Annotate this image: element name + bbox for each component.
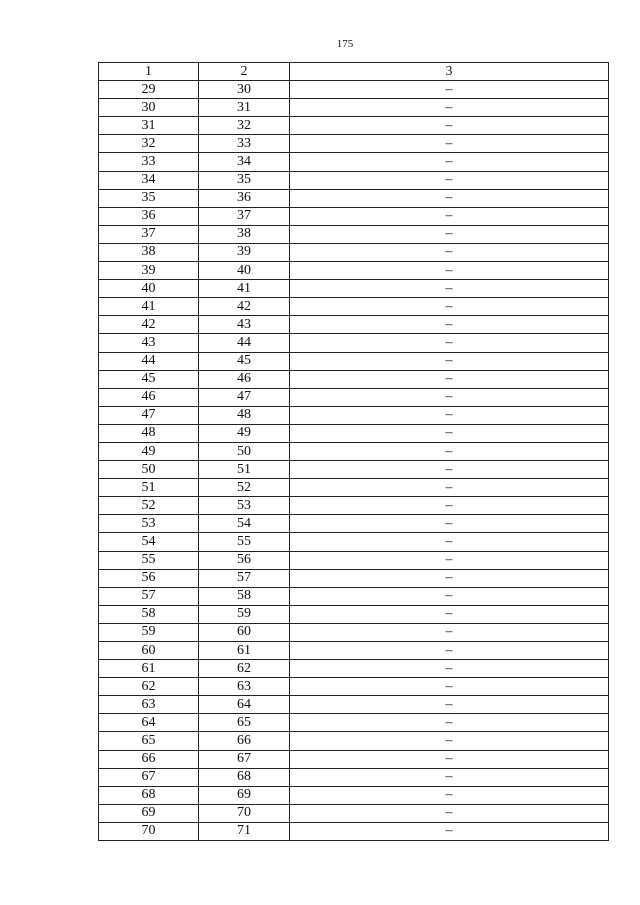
table-cell: 55 bbox=[199, 533, 290, 551]
table-row bbox=[99, 298, 609, 316]
table-cell: 62 bbox=[199, 660, 290, 678]
table-cell: 66 bbox=[99, 750, 199, 768]
table-cell: 37 bbox=[99, 225, 199, 243]
table-header-row bbox=[99, 63, 609, 81]
table-cell: 40 bbox=[99, 280, 199, 298]
table-cell: 35 bbox=[99, 189, 199, 207]
table-cell: – bbox=[290, 81, 609, 99]
table-row bbox=[99, 225, 609, 243]
table-cell: 47 bbox=[199, 388, 290, 406]
table-cell: – bbox=[290, 642, 609, 660]
table-cell: – bbox=[290, 569, 609, 587]
table-cell: – bbox=[290, 786, 609, 804]
table-row bbox=[99, 316, 609, 334]
table-cell: 55 bbox=[99, 551, 199, 569]
table-row bbox=[99, 153, 609, 171]
table-cell: – bbox=[290, 99, 609, 117]
table-row bbox=[99, 605, 609, 623]
table-row bbox=[99, 696, 609, 714]
table-cell: – bbox=[290, 696, 609, 714]
table-cell: 48 bbox=[99, 424, 199, 442]
table-cell: 52 bbox=[199, 479, 290, 497]
table-row bbox=[99, 461, 609, 479]
table-cell: – bbox=[290, 623, 609, 641]
table-cell: 36 bbox=[99, 207, 199, 225]
table-row bbox=[99, 678, 609, 696]
column-header: 2 bbox=[199, 63, 290, 81]
table-cell: 53 bbox=[99, 515, 199, 533]
table-cell: – bbox=[290, 497, 609, 515]
table-cell: 33 bbox=[99, 153, 199, 171]
table-cell: 36 bbox=[199, 189, 290, 207]
table-cell: 61 bbox=[99, 660, 199, 678]
table-cell: – bbox=[290, 714, 609, 732]
table-row bbox=[99, 642, 609, 660]
table-cell: 30 bbox=[99, 99, 199, 117]
table-cell: 60 bbox=[199, 623, 290, 641]
table-row bbox=[99, 750, 609, 768]
table-cell: 32 bbox=[99, 135, 199, 153]
table-cell: – bbox=[290, 515, 609, 533]
table-cell: – bbox=[290, 551, 609, 569]
table-cell: 42 bbox=[99, 316, 199, 334]
table-cell: 31 bbox=[199, 99, 290, 117]
table-cell: 39 bbox=[199, 243, 290, 261]
table-cell: 51 bbox=[99, 479, 199, 497]
table-row bbox=[99, 243, 609, 261]
table-cell: 45 bbox=[199, 352, 290, 370]
table-row bbox=[99, 497, 609, 515]
table-cell: 31 bbox=[99, 117, 199, 135]
table-cell: – bbox=[290, 189, 609, 207]
table-cell: 54 bbox=[199, 515, 290, 533]
table-row bbox=[99, 804, 609, 822]
table-cell: – bbox=[290, 479, 609, 497]
table-cell: 50 bbox=[199, 442, 290, 460]
table-cell: 53 bbox=[199, 497, 290, 515]
table-cell: – bbox=[290, 153, 609, 171]
table-cell: – bbox=[290, 388, 609, 406]
table-cell: – bbox=[290, 262, 609, 280]
table-row bbox=[99, 515, 609, 533]
table-cell: 29 bbox=[99, 81, 199, 99]
table-cell: 34 bbox=[99, 171, 199, 189]
table-cell: – bbox=[290, 207, 609, 225]
table-cell: – bbox=[290, 732, 609, 750]
table-cell: 43 bbox=[199, 316, 290, 334]
table-cell: – bbox=[290, 587, 609, 605]
table-row bbox=[99, 569, 609, 587]
table-cell: – bbox=[290, 370, 609, 388]
table-cell: 41 bbox=[99, 298, 199, 316]
table-cell: 68 bbox=[99, 786, 199, 804]
table-cell: 65 bbox=[99, 732, 199, 750]
table-cell: – bbox=[290, 533, 609, 551]
data-table bbox=[98, 62, 609, 841]
table-cell: – bbox=[290, 280, 609, 298]
table-row bbox=[99, 207, 609, 225]
table-cell: 34 bbox=[199, 153, 290, 171]
table-row bbox=[99, 442, 609, 460]
table-cell: – bbox=[290, 424, 609, 442]
table-row bbox=[99, 280, 609, 298]
table-cell: – bbox=[290, 461, 609, 479]
table-cell: – bbox=[290, 171, 609, 189]
table-cell: – bbox=[290, 678, 609, 696]
table-row bbox=[99, 99, 609, 117]
page-number: 175 bbox=[336, 38, 354, 50]
table-cell: – bbox=[290, 117, 609, 135]
table-row bbox=[99, 479, 609, 497]
table-cell: 57 bbox=[199, 569, 290, 587]
table-cell: 37 bbox=[199, 207, 290, 225]
table-cell: 64 bbox=[199, 696, 290, 714]
table-row bbox=[99, 533, 609, 551]
table-row bbox=[99, 81, 609, 99]
table-cell: 68 bbox=[199, 768, 290, 786]
table-cell: 40 bbox=[199, 262, 290, 280]
table-row bbox=[99, 334, 609, 352]
table-cell: – bbox=[290, 316, 609, 334]
table-cell: 47 bbox=[99, 406, 199, 424]
table-cell: – bbox=[290, 225, 609, 243]
table-row bbox=[99, 406, 609, 424]
table-cell: 66 bbox=[199, 732, 290, 750]
table-cell: 67 bbox=[199, 750, 290, 768]
table-cell: – bbox=[290, 750, 609, 768]
table-cell: 69 bbox=[199, 786, 290, 804]
table-cell: – bbox=[290, 768, 609, 786]
table-cell: 35 bbox=[199, 171, 290, 189]
table-cell: 32 bbox=[199, 117, 290, 135]
table-cell: 71 bbox=[199, 822, 290, 840]
table-cell: 30 bbox=[199, 81, 290, 99]
table-row bbox=[99, 660, 609, 678]
table-cell: 50 bbox=[99, 461, 199, 479]
table-cell: 70 bbox=[199, 804, 290, 822]
table-cell: 58 bbox=[99, 605, 199, 623]
table-cell: 49 bbox=[199, 424, 290, 442]
table-cell: – bbox=[290, 298, 609, 316]
table-row bbox=[99, 117, 609, 135]
table-body bbox=[99, 81, 609, 841]
table-row bbox=[99, 732, 609, 750]
table-cell: – bbox=[290, 822, 609, 840]
table-cell: 56 bbox=[199, 551, 290, 569]
table-cell: – bbox=[290, 804, 609, 822]
table-row bbox=[99, 135, 609, 153]
table-cell: – bbox=[290, 605, 609, 623]
table-cell: 41 bbox=[199, 280, 290, 298]
table-cell: 46 bbox=[99, 388, 199, 406]
table-row bbox=[99, 714, 609, 732]
table-cell: 42 bbox=[199, 298, 290, 316]
table-cell: 59 bbox=[199, 605, 290, 623]
table-cell: 43 bbox=[99, 334, 199, 352]
table-cell: – bbox=[290, 334, 609, 352]
table-row bbox=[99, 171, 609, 189]
table-cell: 62 bbox=[99, 678, 199, 696]
table-cell: 64 bbox=[99, 714, 199, 732]
table-cell: 49 bbox=[99, 442, 199, 460]
table-cell: – bbox=[290, 406, 609, 424]
table-cell: 51 bbox=[199, 461, 290, 479]
table-row bbox=[99, 262, 609, 280]
table-cell: 48 bbox=[199, 406, 290, 424]
column-header: 1 bbox=[99, 63, 199, 81]
table-cell: 63 bbox=[199, 678, 290, 696]
table-cell: 38 bbox=[99, 243, 199, 261]
table-cell: 58 bbox=[199, 587, 290, 605]
table-row bbox=[99, 551, 609, 569]
table-cell: 65 bbox=[199, 714, 290, 732]
table-cell: 56 bbox=[99, 569, 199, 587]
table-row bbox=[99, 822, 609, 840]
table-cell: 39 bbox=[99, 262, 199, 280]
table-row bbox=[99, 623, 609, 641]
table-row bbox=[99, 370, 609, 388]
table-cell: 33 bbox=[199, 135, 290, 153]
table-cell: 57 bbox=[99, 587, 199, 605]
table-cell: 61 bbox=[199, 642, 290, 660]
table-row bbox=[99, 189, 609, 207]
column-header: 3 bbox=[290, 63, 609, 81]
table-cell: 69 bbox=[99, 804, 199, 822]
table-cell: – bbox=[290, 243, 609, 261]
table-cell: 70 bbox=[99, 822, 199, 840]
table-row bbox=[99, 768, 609, 786]
table-cell: – bbox=[290, 135, 609, 153]
table-row bbox=[99, 424, 609, 442]
table-cell: 63 bbox=[99, 696, 199, 714]
table-cell: 52 bbox=[99, 497, 199, 515]
table-cell: 54 bbox=[99, 533, 199, 551]
table-cell: 38 bbox=[199, 225, 290, 243]
table-cell: 44 bbox=[99, 352, 199, 370]
table-cell: – bbox=[290, 442, 609, 460]
table-cell: 67 bbox=[99, 768, 199, 786]
table-cell: 44 bbox=[199, 334, 290, 352]
table-cell: 60 bbox=[99, 642, 199, 660]
table-cell: 46 bbox=[199, 370, 290, 388]
table-row bbox=[99, 786, 609, 804]
table-cell: – bbox=[290, 352, 609, 370]
table-cell: 59 bbox=[99, 623, 199, 641]
table-row bbox=[99, 352, 609, 370]
table-cell: 45 bbox=[99, 370, 199, 388]
table-row bbox=[99, 388, 609, 406]
table-cell: – bbox=[290, 660, 609, 678]
table-row bbox=[99, 587, 609, 605]
